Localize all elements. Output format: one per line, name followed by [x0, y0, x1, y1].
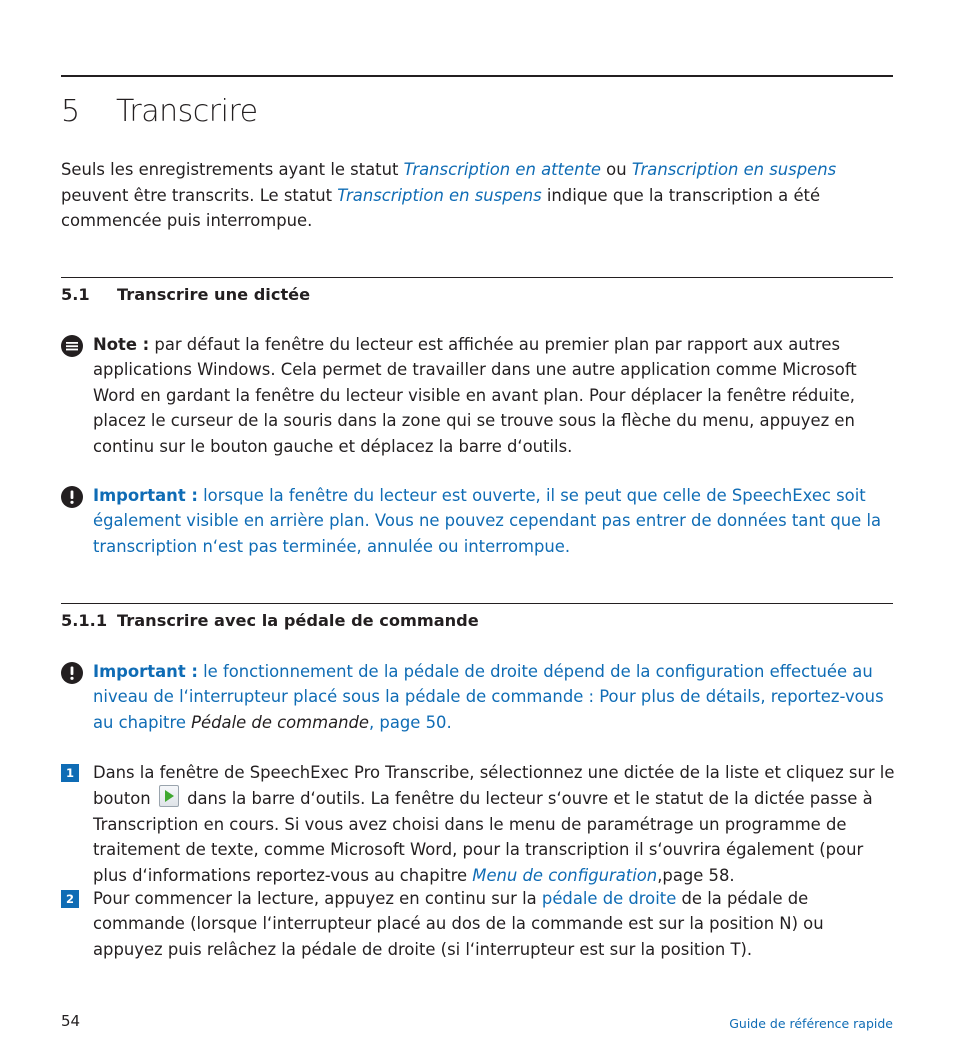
exclamation-icon — [61, 486, 83, 508]
step-1: 1 Dans la fenêtre de SpeechExec Pro Transcribe, sélectionnez une dictée de la liste et cliquez sur le bouton dans la barre d‘outils. La fenêtre du lecteur s‘ouvre et le statut de la dictée passe à Transcription en cours. Si vous avez choisi dans le menu de paramétrage un programme de traitement de texte, comme Microsoft Word, pour la transcription il s‘ouvrira également (pour plus d‘informations reportez-vous au chapitre Menu de configuration,page 58. — [61, 760, 896, 888]
status-waiting: Transcription en attente — [403, 160, 601, 179]
section-heading-5-1: 5.1 Transcrire une dictée — [61, 285, 311, 304]
page-number: 54 — [61, 1012, 81, 1030]
chapter-number: 5 — [61, 94, 80, 129]
status-suspended-2: Transcription en suspens — [337, 185, 542, 205]
important-label-1: Important : — [93, 486, 198, 505]
important-text-1: lorsque la fenêtre du lecteur est ouverte, il se peut que celle de SpeechExec soit également visible en arrière plan. Vous ne pouvez cependant pas entrer de données tant que la transcription n‘est pas terminée, annulée ou interrompue. — [93, 486, 882, 556]
note-icon — [61, 335, 83, 357]
intro-paragraph: Seuls les enregistrements ayant le statut Transcription en attente ou Transcription en suspens peuvent être transcrits. Le statut Transcription en suspens indique que la transcription a été commencée puis interrompue. — [61, 160, 837, 230]
guide-title: Guide de référence rapide — [729, 1016, 893, 1031]
exclamation-icon — [61, 662, 83, 684]
section-rule — [61, 603, 893, 604]
step-2: 2 Pour commencer la lecture, appuyez en continu sur la pédale de droite de la pédale de commande (lorsque l‘interrupteur placé au dos de la commande est sur la position N) ou appuyez puis relâchez la pédale de droite (si l‘interrupteur est sur la position T). — [61, 886, 896, 962]
step-badge-1: 1 — [61, 764, 79, 782]
link-pedale-droite[interactable]: pédale de droite — [541, 889, 677, 908]
important-label-2: Important : — [93, 662, 198, 681]
section-rule — [61, 277, 893, 278]
status-suspended: Transcription en suspens — [631, 160, 837, 179]
note-callout — [61, 332, 896, 459]
page-ref[interactable]: , page 50 — [369, 712, 447, 732]
top-rule — [61, 75, 893, 77]
chapter-heading — [61, 94, 258, 129]
chapter-title: Transcrire — [116, 94, 258, 129]
chapter-link-config[interactable]: Menu de configuration — [472, 865, 658, 885]
chapter-link-pedale[interactable]: Pédale de commande — [191, 712, 370, 732]
step-badge-2: 2 — [61, 890, 79, 908]
note-text: par défaut la fenêtre du lecteur est affichée au premier plan par rapport aux autres applications Windows. Cela permet de travailler dans une autre application comme Microsoft Word en gardant la fenêtre du lecteur visible en avant plan. Pour déplacer la fenêtre réduite, placez le curseur de la souris dans la zone qui se trouve sous la flèche du menu, appuyez en continu sur le bouton gauche et déplacez la barre d‘outils. — [93, 335, 857, 456]
important-callout-2: Important : le fonctionnement de la pédale de droite dépend de la configuration effectuée au niveau de l‘interrupteur placé sous la pédale de commande : Pour plus de détails, reportez-vous au chapitre Pédale de commande, page 50. — [61, 659, 896, 735]
play-transcribe-icon — [159, 785, 179, 807]
note-label: Note : — [93, 335, 150, 354]
section-heading-5-1-1: 5.1.1 Transcrire avec la pédale de commande — [61, 611, 479, 630]
important-callout-1 — [61, 483, 896, 559]
important-text-2: le fonctionnement de la pédale de droite dépend de la configuration effectuée au niveau de l‘interrupteur placé sous la pédale de commande : Pour plus de détails, reportez-vous au chapitre — [93, 662, 884, 732]
